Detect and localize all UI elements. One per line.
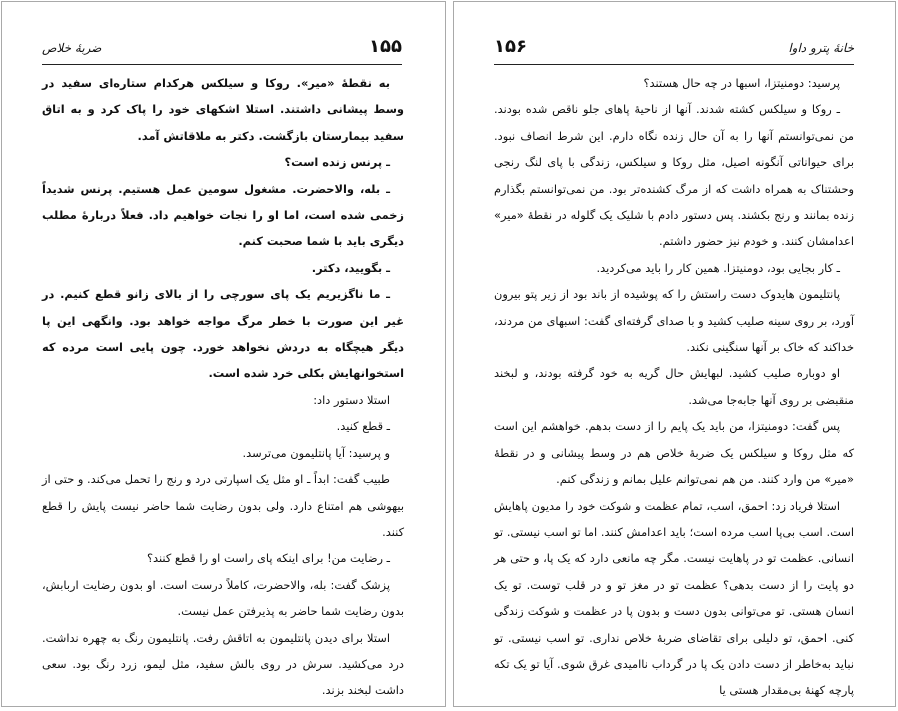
paragraph: پرسید: دومنیتزا، اسبها در چه حال هستند؟ bbox=[643, 76, 840, 90]
page-number: ۱۵۶ bbox=[494, 36, 527, 57]
running-title: خانهٔ پترو داوا bbox=[788, 41, 854, 55]
right-page-text bbox=[494, 70, 854, 704]
paragraph: ـ بگویید، دکتر. bbox=[311, 260, 390, 275]
paragraph: استلا برای دیدن پانتلیمون به اتاقش رفت. پانتلیمون رنگ به چهره نداشت. درد می‌کشید. سرش در روی بالش سفید، مثل لیمو، زرد رنگ بود. سعی داشت لبخند بزند. bbox=[42, 630, 404, 698]
paragraph: ـ قطع کنید. bbox=[336, 419, 390, 434]
paragraph: ـ کار بجایی بود، دومنیتزا. همین کار را باید می‌کردید. bbox=[596, 260, 840, 275]
left-page-header bbox=[42, 34, 402, 65]
running-title: ضربهٔ خلاص bbox=[42, 41, 102, 55]
paragraph: طبیب گفت: ابداً ـ او مثل یک اسپارتی درد و رنج را تحمل می‌کند. و حتی از بیهوشی هم امتناع دارد. ولی بدون رضایت شما حاضر نیست پایش را قطع کنند. bbox=[42, 472, 404, 539]
paragraph: ـ ما ناگزیریم یک پای سورچی را از بالای زانو قطع کنیم. در غیر این صورت با خطر مرگ مواجه خواهد بود. وانگهی این پا دیگر هیچگاه به دردش نخواهد خورد. چون پایی است مرده که استخوانهایش بکلی خرد شده است. bbox=[42, 287, 404, 381]
paragraph: استلا فریاد زد: احمق، اسب، تمام عظمت و شوکت خود را مدیون پاهایش است. اسب بی‌پا اسب مرده است؛ باید اعدامش کنند. اما تو اسب نیستی. تو انسانی. عظمت تو در پاهایت نیست. مگر چه مانعی دارد که یک پا، و حتی هر دو پایت را از دست بدهی؟ عظمت تو در مغز تو و در قلب توست. تو یک انسان هستی. تو می‌توانی بدون دست و بدون پا در عظمت و شوکت زندگی کنی. احمق، تو دلیلی برای تقاضای ضربهٔ خلاص نداری. تو اسب نیستی. تو نباید به‌خاطر از دست دادن یک پا در گرداب ناامیدی غرق شوی. آیا تو یک تکه پارچه کهنهٔ بی‌مقدار هستی یا bbox=[494, 498, 854, 698]
paragraph: پس گفت: دومنیتزا، من باید یک پایم را از دست بدهم. خواهشم این است که مثل روکا و سیلکس یک ضربهٔ خلاص هم در وسط پیشانی و در نقطهٔ «میر» من وارد کنند. من هم نمی‌توانم علیل بمانم و زندگی کنم. bbox=[494, 419, 854, 487]
page-number: ۱۵۵ bbox=[369, 36, 402, 57]
paragraph: و پرسید: آیا پانتلیمون می‌ترسد. bbox=[242, 445, 390, 460]
right-page-header bbox=[494, 34, 854, 65]
paragraph: ـ رضایت من! برای اینکه پای راست او را قطع کنند؟ bbox=[146, 551, 390, 566]
paragraph: او دوباره صلیب کشید. لبهایش حال گریه به خود گرفته بودند، و لبخند منقبضی بر روی آنها جابه‌جا می‌شد. bbox=[494, 366, 854, 407]
right-book-page bbox=[453, 1, 896, 707]
left-book-page bbox=[1, 1, 446, 707]
paragraph: ـ بله، والاحضرت. مشغول سومین عمل هستیم. پرنس شدیداً زخمی شده است، اما او را نجات خواهیم داد. فعلاً دربارهٔ مطلب دیگری باید با شما صحبت کنم. bbox=[42, 181, 404, 249]
left-page-text bbox=[42, 70, 404, 704]
paragraph: ـ پرنس زنده است؟ bbox=[284, 155, 390, 170]
paragraph: استلا دستور داد: bbox=[313, 392, 390, 407]
paragraph: به نقطهٔ «میر». روکا و سیلکس هرکدام ستاره‌ای سفید در وسط پیشانی داشتند. استلا اشکهای خود را پاک کرد و به اتاق سفید بیمارستان بازگشت. دکتر به ملاقاتش آمد. bbox=[42, 76, 404, 143]
paragraph: پزشک گفت: بله، والاحضرت، کاملاً درست است. او بدون رضایت اربابش، بدون رضایت شما حاضر به پذیرفتن عمل نیست. bbox=[42, 577, 404, 619]
paragraph: ـ روکا و سیلکس کشته شدند. آنها از ناحیهٔ پاهای جلو ناقص شده بودند. من نمی‌توانستم آنها را به آن حال زنده نگاه دارم. این شرط انصاف نبود. برای حیواناتی آنگونه اصیل، مثل روکا و سیلکس، زندگی با پای لنگ رنجی وحشتناک به همراه داشت که از مرگ کشنده‌تر بود. من نمی‌توانستم بگذارم زنده بمانند و رنج بکشند. پس دستور دادم با شلیک یک گلوله در نقطهٔ «میر» اعدامشان کنند. و خودم نیز حضور داشتم. bbox=[494, 102, 854, 249]
paragraph: پانتلیمون هایدوک دست راستش را که پوشیده از باند بود از زیر پتو بیرون آورد، بر روی سینه صلیب کشید و با صدای گرفته‌ای گفت: اسبهای من مردند، خداکند که خاک بر آنها سنگینی نکند. bbox=[494, 287, 854, 355]
